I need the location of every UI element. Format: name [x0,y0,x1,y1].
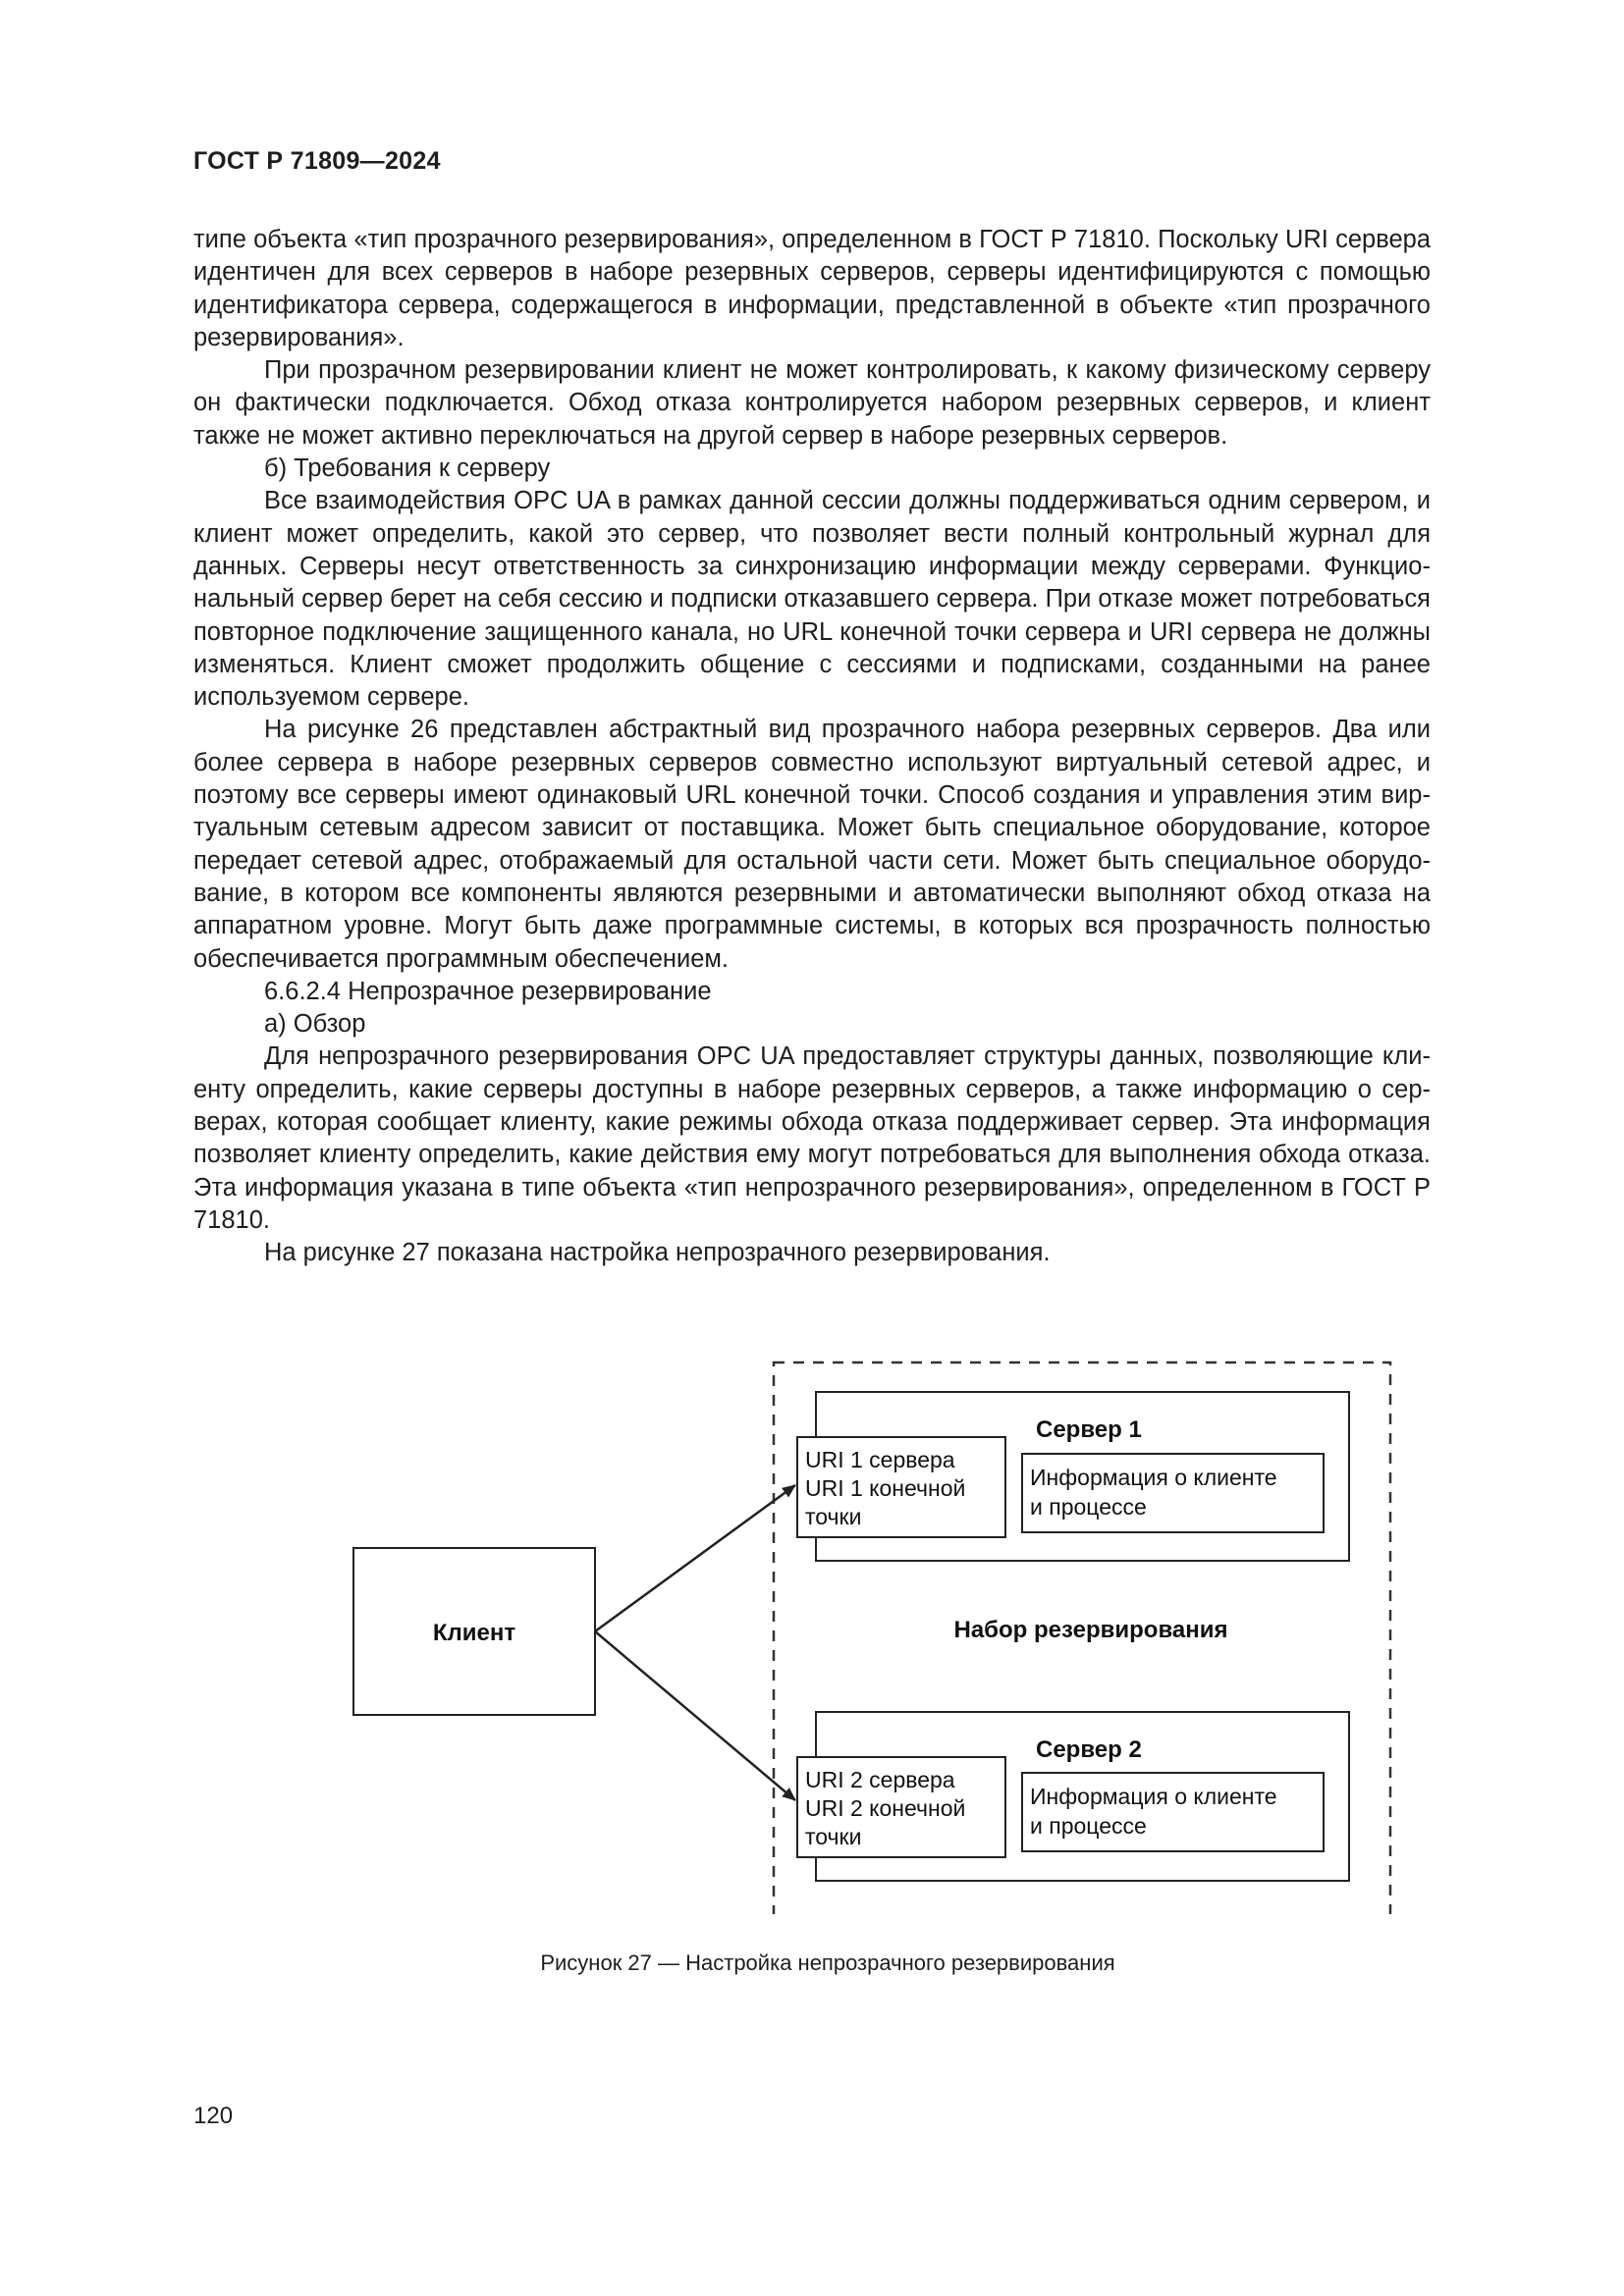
server1-info-line2: и процессе [1030,1494,1147,1520]
figure-diagram [324,1335,1404,1914]
server2-uri-line3: точки [805,1824,862,1849]
server2-uri-line1: URI 2 сервера [805,1767,955,1792]
diagram-svg [324,1335,1404,1914]
redundancy-set-label: Набор резервирования [953,1617,1228,1643]
server1-uri-line1: URI 1 сервера [805,1447,955,1472]
client-label: Клиент [432,1620,516,1646]
server1-uri-line2: URI 1 конечной [805,1475,966,1501]
paragraph: Все взаимодействия OPC UA в рамках данной сессии должны поддерживаться одним сервером, и клиент может определить, какой это сервер, что позволяет вести полный контрольный журнал для данных. Серверы несут ответственность за синхронизацию информации между серверами. Функциональный сервер берет на себя сессию и подписки отказавшего сервера. При отказе может потребоваться повторное подключение защищенного канала, но URL конечной точки сервера и URI сервера не должны изменяться. Клиент сможет продолжить общение с сессиями и подписками, созданными на ранее используемом сервере. [193,487,1431,712]
page-number: 120 [193,2103,234,2129]
figure-caption: Рисунок 27 — Настройка непрозрачного резервирования [540,1950,1115,1975]
server2-info-line2: и процессе [1030,1813,1147,1839]
section-heading: 6.6.2.4 Непрозрачное резервирование [264,977,712,1005]
server1-uri-line3: точки [805,1504,862,1529]
arrow-to-server2 [595,1631,795,1800]
server1-info-line1: Информация о клиенте [1030,1465,1277,1490]
paragraph: При прозрачном резервировании клиент не может контролировать, к какому физическому серверу он фактически подключается. Обход отказа контролируется набором резервных серверов, и клиент также не может активно переключаться на другой сервер в наборе резервных серверов. [193,356,1431,450]
paragraph: типе объекта «тип прозрачного резервирования», определенном в ГОСТ Р 71810. Поскольку URI сервера идентичен для всех серверов в наборе резервных серверов, серверы идентифицируются с помощью идентификатора сервера, содержащегося в информации, представленной в объекте «тип прозрачного резервирования». [193,226,1431,351]
paragraph: На рисунке 27 показана настройка непрозрачного резервирования. [264,1239,1051,1267]
paragraph: Для непрозрачного резервирования OPC UA предоставляет структуры данных, позволяющие клиенту определить, какие серверы доступны в наборе резервных серверов, а также информацию о серверах, которая сообщает клиенту, какие режимы обхода отказа поддерживает сервер. Эта информация позволяет клиенту определить, какие действия ему могут потребоваться для выполнения обхода отказа. Эта информация указана в типе объекта «тип непрозрачного резервирования», определенном в ГОСТ Р 71810. [193,1042,1431,1234]
subsection-heading: б) Требования к серверу [264,454,551,483]
body-text [193,224,1431,1270]
arrow-to-server1 [595,1485,795,1631]
paragraph: На рисунке 26 представлен абстрактный вид прозрачного набора резервных серверов. Два или более сервера в наборе резервных серверов совместно используют виртуальный сетевой адрес, и поэтому все серверы имеют одинаковый URL конечной точки. Способ создания и управления этим виртуальным сетевым адресом зависит от поставщика. Может быть специальное оборудование, которое передает сетевой адрес, отображаемый для остальной части сети. Может быть специальное оборудование, в котором все компоненты являются резервными и автоматически выполняют обход отказа на аппаратном уровне. Могут быть даже программные системы, в которых вся прозрачность полностью обеспечивается программным обеспечением. [193,716,1431,973]
server2-info-line1: Информация о клиенте [1030,1784,1277,1809]
server2-title: Сервер 2 [1036,1736,1142,1763]
server1-title: Сервер 1 [1036,1416,1142,1443]
server2-uri-line2: URI 2 конечной [805,1795,966,1821]
subsection-heading: а) Обзор [264,1010,366,1039]
page-header: ГОСТ Р 71809—2024 [193,147,441,175]
